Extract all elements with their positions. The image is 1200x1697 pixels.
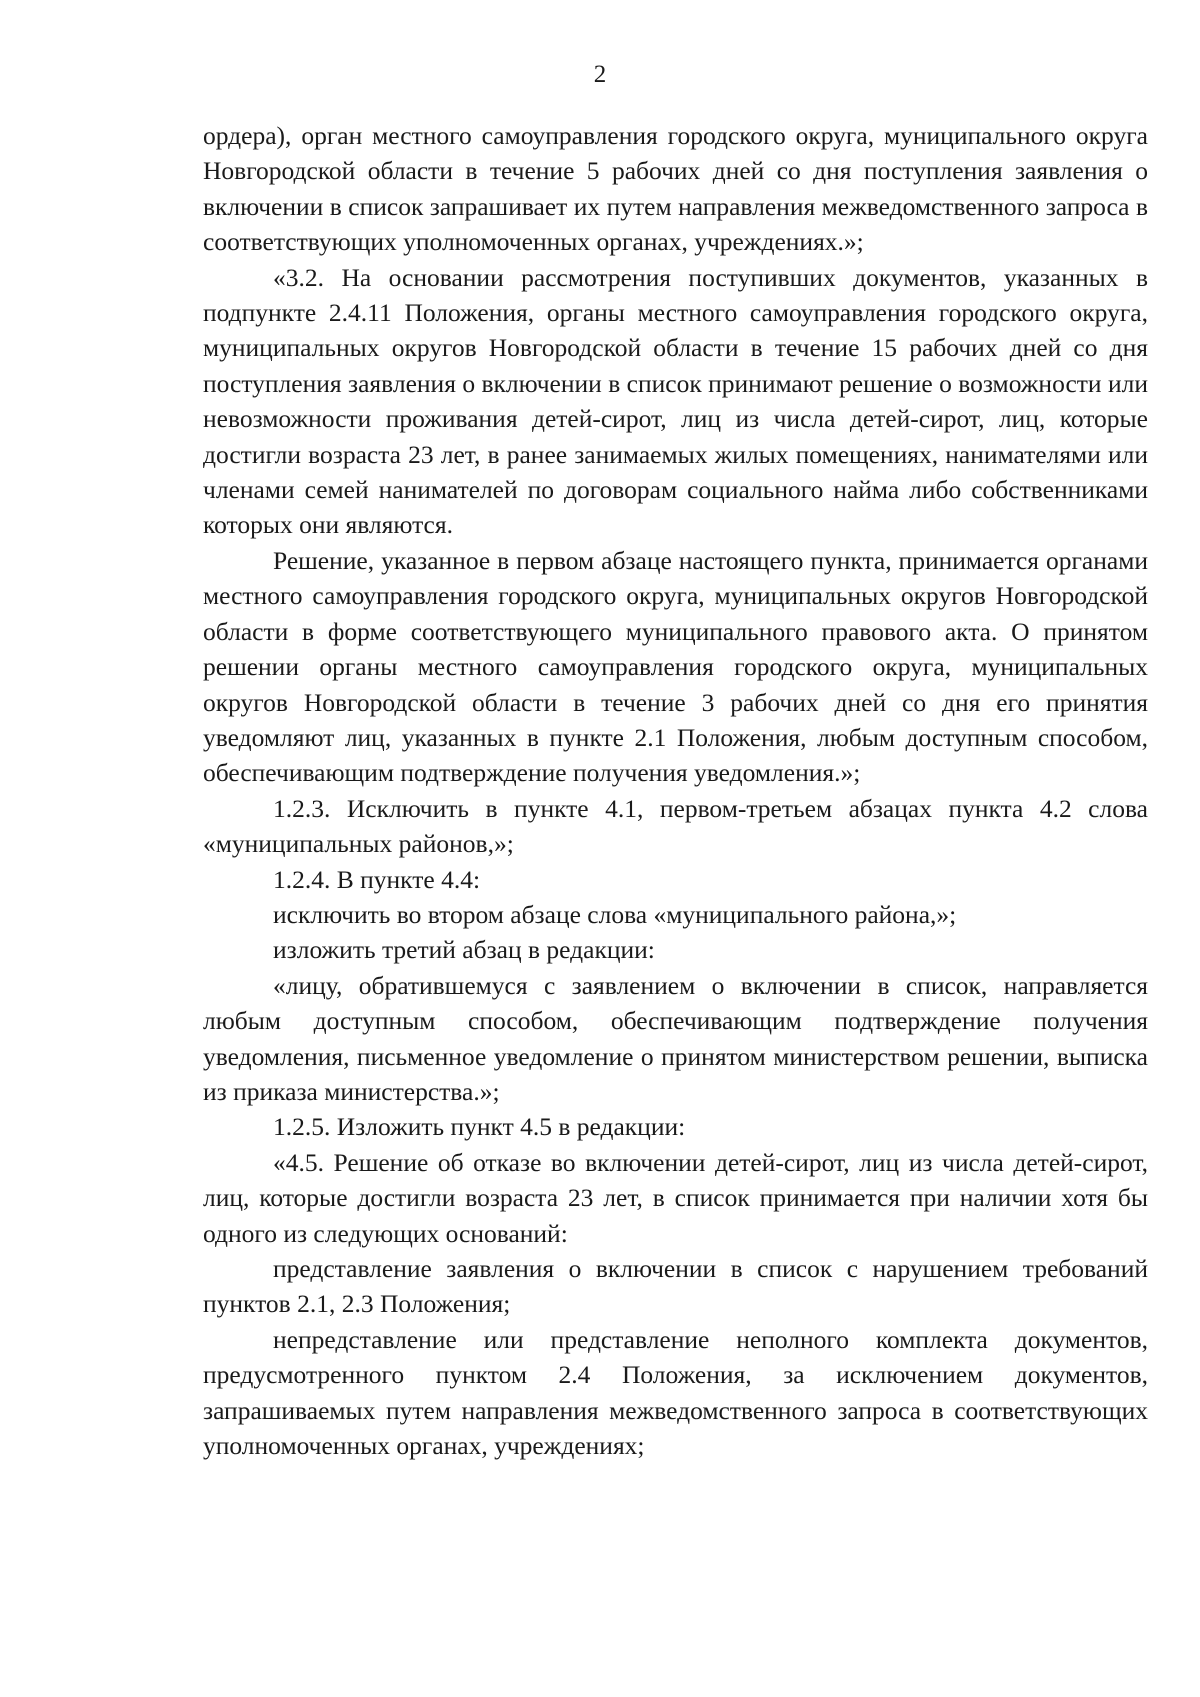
paragraph-clause-4-5: «4.5. Решение об отказе во включении детей-сирот, лиц из числа детей-сирот, лиц, которые достигли возраста 23 лет, в список принимается при наличии хотя бы одного из следующих оснований: bbox=[203, 1147, 1148, 1248]
paragraph-continuation: ордера), орган местного самоуправления городского округа, муниципального округа Новгородской области в течение 5 рабочих дней со дня поступления заявления о включении в список запрашивает их путем направления межведомственного запроса в соответствующих уполномоченных органах, учреждениях.»; bbox=[203, 121, 1148, 257]
paragraph-ground-2: непредставление или представление неполного комплекта документов, предусмотренного пунктом 2.4 Положения, за исключением документов, запрашиваемых путем направления межведомственного запроса в соответствующих уполномоченных органах, учреждениях; bbox=[203, 1324, 1148, 1461]
paragraph-exclude-words: исключить во втором абзаце слова «муниципального района,»; bbox=[273, 899, 957, 929]
paragraph-decision: Решение, указанное в первом абзаце настоящего пункта, принимается органами местного самоуправления городского округа, муниципальных округов Новгородской области в форме соответствующего муниципального правового акта. О принятом решении органы местного самоуправления городского округа, муниципальных округов Новгородской области в течение 3 рабочих дней со дня его принятия уведомляют лиц, указанных в пункте 2.1 Положения, любым доступным способом, обеспечивающим подтверждение получения уведомления.»; bbox=[203, 545, 1148, 788]
paragraph-item-1-2-3: 1.2.3. Исключить в пункте 4.1, первом-третьем абзацах пункта 4.2 слова «муниципальных районов,»; bbox=[203, 793, 1148, 859]
page-number: 2 bbox=[593, 61, 607, 88]
paragraph-ground-1: представление заявления о включении в список с нарушением требований пунктов 2.1, 2.3 Положения; bbox=[203, 1254, 1148, 1319]
paragraph-third-abzac: изложить третий абзац в редакции: bbox=[273, 935, 655, 965]
document-body bbox=[203, 118, 1148, 1463]
paragraph-item-1-2-4: 1.2.4. В пункте 4.4: bbox=[273, 864, 481, 894]
paragraph-notification: «лицу, обратившемуся с заявлением о включении в список, направляется любым доступным способом, обеспечивающим подтверждение получения уведомления, письменное уведомление о принятом министерством решении, выписка из приказа министерства.»; bbox=[203, 970, 1148, 1106]
paragraph-clause-3-2: «3.2. На основании рассмотрения поступивших документов, указанных в подпункте 2.4.11 Положения, органы местного самоуправления городского округа, муниципальных округов Новгородской области в течение 15 рабочих дней со дня поступления заявления о включении в список принимают решение о возможности или невозможности проживания детей-сирот, лиц из числа детей-сирот, лиц, которые достигли возраста 23 лет, в ранее занимаемых жилых помещениях, нанимателями или членами семей нанимателей по договорам социального найма либо собственниками которых они являются. bbox=[203, 262, 1148, 540]
paragraph-item-1-2-5: 1.2.5. Изложить пункт 4.5 в редакции: bbox=[273, 1112, 686, 1142]
